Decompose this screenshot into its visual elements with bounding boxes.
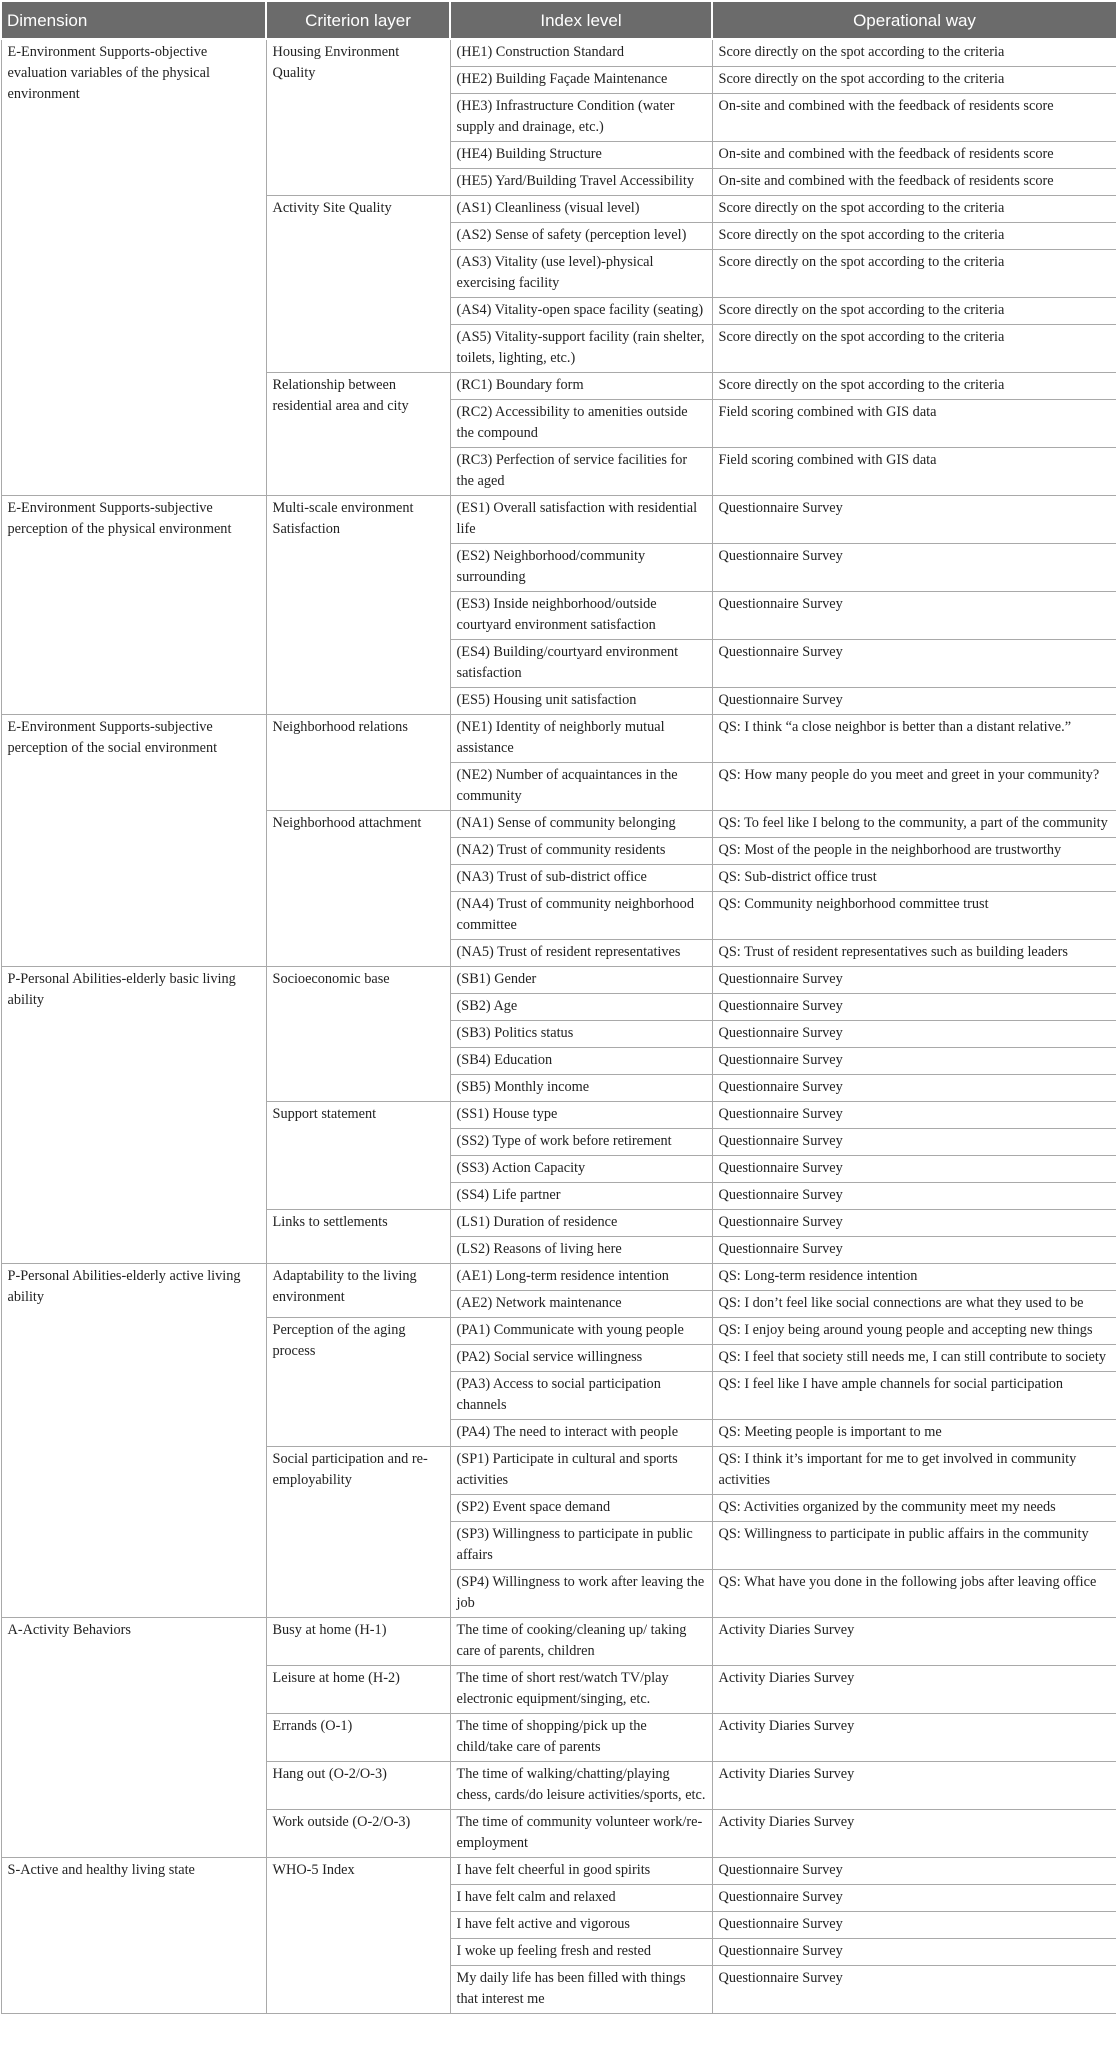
index-level-cell: (NA2) Trust of community residents: [450, 838, 712, 865]
index-level-cell: (NA5) Trust of resident representatives: [450, 940, 712, 967]
dimension-cell: E-Environment Supports-subjective perception of the social environment: [1, 715, 266, 967]
header-index-level: Index level: [450, 1, 712, 39]
criterion-cell: Relationship between residential area and city: [266, 373, 450, 496]
operational-way-cell: QS: Long-term residence intention: [712, 1264, 1116, 1291]
operational-way-cell: QS: Willingness to participate in public affairs in the community: [712, 1522, 1116, 1570]
index-level-cell: (SB1) Gender: [450, 967, 712, 994]
index-level-cell: (PA4) The need to interact with people: [450, 1420, 712, 1447]
operational-way-cell: QS: To feel like I belong to the community, a part of the community: [712, 811, 1116, 838]
index-level-cell: (SB2) Age: [450, 994, 712, 1021]
criterion-cell: Links to settlements: [266, 1210, 450, 1264]
operational-way-cell: Questionnaire Survey: [712, 1075, 1116, 1102]
operational-way-cell: On-site and combined with the feedback of residents score: [712, 169, 1116, 196]
criterion-cell: Perception of the aging process: [266, 1318, 450, 1447]
criterion-cell: Work outside (O-2/O-3): [266, 1810, 450, 1858]
operational-way-cell: Questionnaire Survey: [712, 1021, 1116, 1048]
operational-way-cell: Questionnaire Survey: [712, 1210, 1116, 1237]
index-level-cell: (SP2) Event space demand: [450, 1495, 712, 1522]
header-row: [1, 1, 1116, 39]
table-row: [1, 39, 1116, 67]
table-row: [1, 1858, 1116, 1885]
dimension-cell: P-Personal Abilities-elderly active living ability: [1, 1264, 266, 1618]
operational-way-cell: Questionnaire Survey: [712, 1912, 1116, 1939]
index-level-cell: (AS3) Vitality (use level)-physical exercising facility: [450, 250, 712, 298]
operational-way-cell: Activity Diaries Survey: [712, 1618, 1116, 1666]
index-level-cell: (NA4) Trust of community neighborhood committee: [450, 892, 712, 940]
operational-way-cell: Questionnaire Survey: [712, 688, 1116, 715]
index-level-cell: (SB3) Politics status: [450, 1021, 712, 1048]
index-level-cell: (NA1) Sense of community belonging: [450, 811, 712, 838]
operational-way-cell: QS: I think “a close neighbor is better than a distant relative.”: [712, 715, 1116, 763]
criterion-cell: Housing Environment Quality: [266, 39, 450, 196]
operational-way-cell: QS: Meeting people is important to me: [712, 1420, 1116, 1447]
index-level-cell: (ES4) Building/courtyard environment satisfaction: [450, 640, 712, 688]
operational-way-cell: Questionnaire Survey: [712, 496, 1116, 544]
index-level-cell: I have felt cheerful in good spirits: [450, 1858, 712, 1885]
dimension-cell: A-Activity Behaviors: [1, 1618, 266, 1858]
criterion-cell: Multi-scale environment Satisfaction: [266, 496, 450, 715]
operational-way-cell: QS: I feel like I have ample channels for social participation: [712, 1372, 1116, 1420]
table-row: [1, 715, 1116, 763]
index-level-cell: (LS2) Reasons of living here: [450, 1237, 712, 1264]
table-row: [1, 1264, 1116, 1291]
operational-way-cell: Questionnaire Survey: [712, 1966, 1116, 2014]
operational-way-cell: QS: I don’t feel like social connections are what they used to be: [712, 1291, 1116, 1318]
operational-way-cell: QS: Activities organized by the community meet my needs: [712, 1495, 1116, 1522]
index-level-cell: (HE4) Building Structure: [450, 142, 712, 169]
operational-way-cell: QS: Most of the people in the neighborhood are trustworthy: [712, 838, 1116, 865]
operational-way-cell: QS: How many people do you meet and greet in your community?: [712, 763, 1116, 811]
index-level-cell: (ES1) Overall satisfaction with residential life: [450, 496, 712, 544]
index-level-cell: (HE3) Infrastructure Condition (water supply and drainage, etc.): [450, 94, 712, 142]
dimension-cell: E-Environment Supports-subjective perception of the physical environment: [1, 496, 266, 715]
index-level-cell: (SB4) Education: [450, 1048, 712, 1075]
index-level-cell: (SP3) Willingness to participate in public affairs: [450, 1522, 712, 1570]
criterion-cell: Neighborhood relations: [266, 715, 450, 811]
operational-way-cell: QS: I think it’s important for me to get involved in community activities: [712, 1447, 1116, 1495]
index-level-cell: (RC1) Boundary form: [450, 373, 712, 400]
index-level-cell: (NE1) Identity of neighborly mutual assistance: [450, 715, 712, 763]
operational-way-cell: Activity Diaries Survey: [712, 1762, 1116, 1810]
operational-way-cell: Questionnaire Survey: [712, 640, 1116, 688]
index-level-cell: (AS5) Vitality-support facility (rain shelter, toilets, lighting, etc.): [450, 325, 712, 373]
header-criterion-layer: Criterion layer: [266, 1, 450, 39]
index-level-cell: The time of community volunteer work/re-employment: [450, 1810, 712, 1858]
index-level-cell: (NE2) Number of acquaintances in the community: [450, 763, 712, 811]
dimension-cell: P-Personal Abilities-elderly basic living ability: [1, 967, 266, 1264]
criterion-cell: Busy at home (H-1): [266, 1618, 450, 1666]
operational-way-cell: Score directly on the spot according to the criteria: [712, 223, 1116, 250]
operational-way-cell: Questionnaire Survey: [712, 544, 1116, 592]
index-level-cell: (HE5) Yard/Building Travel Accessibility: [450, 169, 712, 196]
operational-way-cell: Questionnaire Survey: [712, 994, 1116, 1021]
operational-way-cell: Questionnaire Survey: [712, 1237, 1116, 1264]
index-level-cell: (PA1) Communicate with young people: [450, 1318, 712, 1345]
criterion-cell: Adaptability to the living environment: [266, 1264, 450, 1318]
operational-way-cell: QS: Community neighborhood committee trust: [712, 892, 1116, 940]
index-level-cell: (ES3) Inside neighborhood/outside courtyard environment satisfaction: [450, 592, 712, 640]
operational-way-cell: Score directly on the spot according to the criteria: [712, 250, 1116, 298]
index-level-cell: (AS4) Vitality-open space facility (seating): [450, 298, 712, 325]
table-row: [1, 967, 1116, 994]
index-level-cell: (AE1) Long-term residence intention: [450, 1264, 712, 1291]
index-level-cell: (SP1) Participate in cultural and sports activities: [450, 1447, 712, 1495]
operational-way-cell: Score directly on the spot according to the criteria: [712, 196, 1116, 223]
index-level-cell: (PA3) Access to social participation channels: [450, 1372, 712, 1420]
dimension-cell: E-Environment Supports-objective evaluation variables of the physical environment: [1, 39, 266, 496]
operational-way-cell: Score directly on the spot according to the criteria: [712, 67, 1116, 94]
criterion-cell: Leisure at home (H-2): [266, 1666, 450, 1714]
index-level-cell: (AE2) Network maintenance: [450, 1291, 712, 1318]
index-level-cell: (LS1) Duration of residence: [450, 1210, 712, 1237]
table-row: [1, 496, 1116, 544]
operational-way-cell: On-site and combined with the feedback of residents score: [712, 94, 1116, 142]
criterion-cell: Errands (O-1): [266, 1714, 450, 1762]
operational-way-cell: Questionnaire Survey: [712, 1858, 1116, 1885]
index-level-cell: (ES2) Neighborhood/community surrounding: [450, 544, 712, 592]
operational-way-cell: On-site and combined with the feedback of residents score: [712, 142, 1116, 169]
index-level-cell: The time of shopping/pick up the child/take care of parents: [450, 1714, 712, 1762]
operational-way-cell: QS: Trust of resident representatives such as building leaders: [712, 940, 1116, 967]
index-level-cell: The time of cooking/cleaning up/ taking care of parents, children: [450, 1618, 712, 1666]
table-header: [1, 1, 1116, 39]
operational-way-cell: Questionnaire Survey: [712, 1885, 1116, 1912]
operational-way-cell: Activity Diaries Survey: [712, 1666, 1116, 1714]
index-level-cell: (PA2) Social service willingness: [450, 1345, 712, 1372]
dimension-cell: S-Active and healthy living state: [1, 1858, 266, 2014]
operational-way-cell: Score directly on the spot according to the criteria: [712, 39, 1116, 67]
operational-way-cell: Field scoring combined with GIS data: [712, 448, 1116, 496]
index-level-cell: The time of short rest/watch TV/play electronic equipment/singing, etc.: [450, 1666, 712, 1714]
operational-way-cell: QS: Sub-district office trust: [712, 865, 1116, 892]
criterion-cell: Support statement: [266, 1102, 450, 1210]
index-level-cell: (NA3) Trust of sub-district office: [450, 865, 712, 892]
index-level-cell: (HE2) Building Façade Maintenance: [450, 67, 712, 94]
operational-way-cell: Score directly on the spot according to the criteria: [712, 298, 1116, 325]
criterion-cell: Activity Site Quality: [266, 196, 450, 373]
operational-way-cell: QS: I enjoy being around young people and accepting new things: [712, 1318, 1116, 1345]
operational-way-cell: Activity Diaries Survey: [712, 1714, 1116, 1762]
operational-way-cell: Questionnaire Survey: [712, 1156, 1116, 1183]
operational-way-cell: Questionnaire Survey: [712, 592, 1116, 640]
index-level-cell: I have felt calm and relaxed: [450, 1885, 712, 1912]
index-level-cell: (ES5) Housing unit satisfaction: [450, 688, 712, 715]
index-level-cell: I woke up feeling fresh and rested: [450, 1939, 712, 1966]
operational-way-cell: Questionnaire Survey: [712, 1939, 1116, 1966]
header-operational-way: Operational way: [712, 1, 1116, 39]
operational-way-cell: Score directly on the spot according to the criteria: [712, 373, 1116, 400]
operational-way-cell: Questionnaire Survey: [712, 1183, 1116, 1210]
table-row: [1, 1618, 1116, 1666]
criterion-cell: WHO-5 Index: [266, 1858, 450, 2014]
criterion-cell: Socioeconomic base: [266, 967, 450, 1102]
index-level-cell: (AS1) Cleanliness (visual level): [450, 196, 712, 223]
index-level-cell: The time of walking/chatting/playing chess, cards/do leisure activities/sports, etc.: [450, 1762, 712, 1810]
index-level-cell: (RC2) Accessibility to amenities outside the compound: [450, 400, 712, 448]
operational-way-cell: Activity Diaries Survey: [712, 1810, 1116, 1858]
header-dimension: Dimension: [1, 1, 266, 39]
operational-way-cell: QS: What have you done in the following jobs after leaving office: [712, 1570, 1116, 1618]
index-level-cell: (SB5) Monthly income: [450, 1075, 712, 1102]
index-level-cell: (AS2) Sense of safety (perception level): [450, 223, 712, 250]
operational-way-cell: Score directly on the spot according to the criteria: [712, 325, 1116, 373]
operational-way-cell: Field scoring combined with GIS data: [712, 400, 1116, 448]
index-level-cell: (SP4) Willingness to work after leaving the job: [450, 1570, 712, 1618]
table-body: [1, 39, 1116, 2014]
index-level-cell: (SS3) Action Capacity: [450, 1156, 712, 1183]
index-level-cell: (SS4) Life partner: [450, 1183, 712, 1210]
operational-way-cell: Questionnaire Survey: [712, 967, 1116, 994]
index-level-cell: I have felt active and vigorous: [450, 1912, 712, 1939]
index-level-cell: (RC3) Perfection of service facilities for the aged: [450, 448, 712, 496]
operational-way-cell: Questionnaire Survey: [712, 1129, 1116, 1156]
index-level-cell: (SS1) House type: [450, 1102, 712, 1129]
criterion-cell: Neighborhood attachment: [266, 811, 450, 967]
criterion-cell: Hang out (O-2/O-3): [266, 1762, 450, 1810]
index-level-cell: My daily life has been filled with things that interest me: [450, 1966, 712, 2014]
criterion-cell: Social participation and re-employability: [266, 1447, 450, 1618]
operational-way-cell: Questionnaire Survey: [712, 1048, 1116, 1075]
index-level-cell: (HE1) Construction Standard: [450, 39, 712, 67]
index-level-cell: (SS2) Type of work before retirement: [450, 1129, 712, 1156]
operational-way-cell: QS: I feel that society still needs me, I can still contribute to society: [712, 1345, 1116, 1372]
operational-way-cell: Questionnaire Survey: [712, 1102, 1116, 1129]
